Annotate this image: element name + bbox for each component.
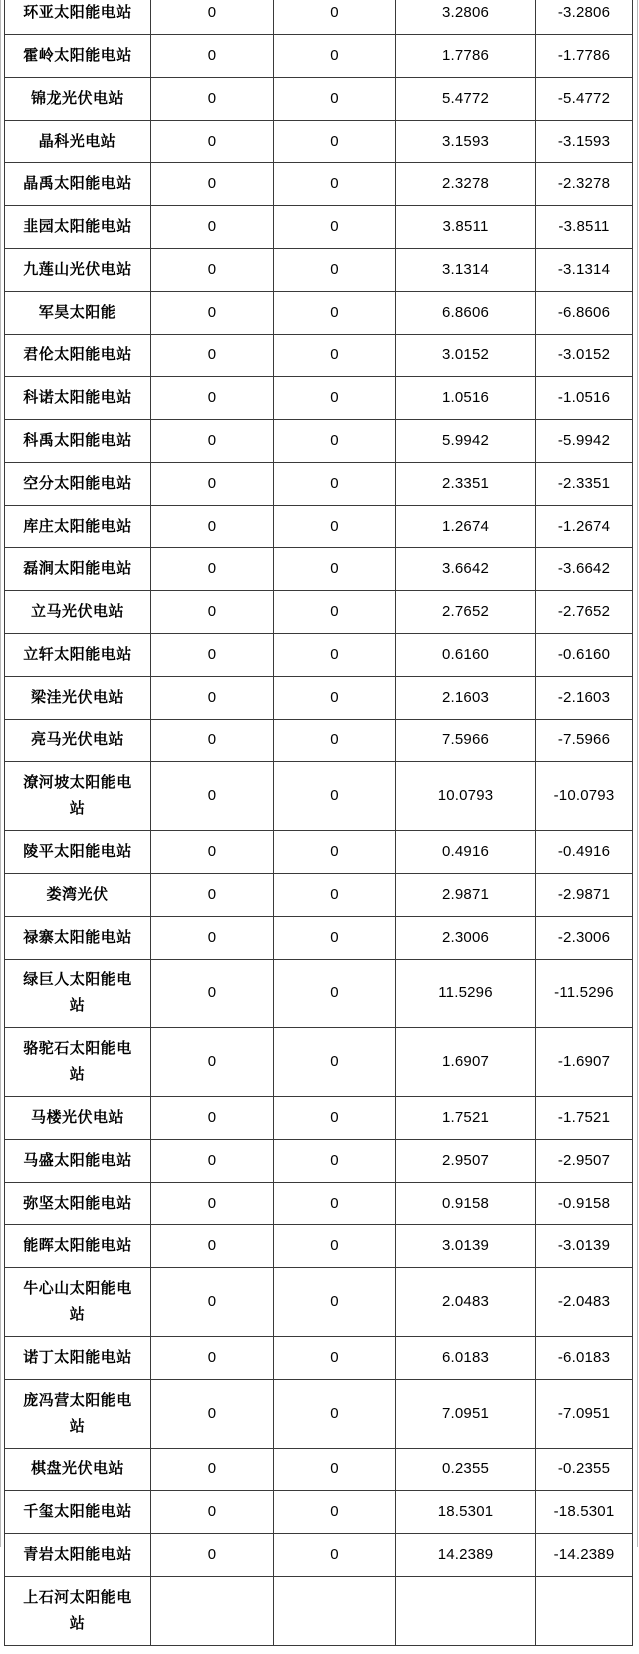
table-row	[5, 1336, 633, 1379]
value-cell: 1.0516	[396, 377, 536, 420]
value-cell: 0	[274, 591, 396, 634]
table-row	[5, 959, 633, 1028]
table-row	[5, 249, 633, 292]
value-cell: 0	[274, 1028, 396, 1097]
table-row	[5, 1182, 633, 1225]
value-cell: 2.7652	[396, 591, 536, 634]
right-page-edge-line	[637, 0, 638, 1547]
value-cell: 0	[274, 1336, 396, 1379]
station-name-cell	[5, 831, 151, 874]
value-cell: 3.1593	[396, 120, 536, 163]
value-cell: 0	[151, 676, 274, 719]
value-cell: -18.5301	[536, 1491, 633, 1534]
station-name-cell	[5, 719, 151, 762]
table-row	[5, 505, 633, 548]
value-cell: 0	[151, 916, 274, 959]
station-name-cell	[5, 334, 151, 377]
table-row	[5, 462, 633, 505]
table-row	[5, 377, 633, 420]
table-row	[5, 420, 633, 463]
value-cell: 0.2355	[396, 1448, 536, 1491]
value-cell: 18.5301	[396, 1491, 536, 1534]
value-cell	[536, 1576, 633, 1645]
station-name-cell	[5, 206, 151, 249]
value-cell: -2.3351	[536, 462, 633, 505]
value-cell: 0	[151, 462, 274, 505]
table-row	[5, 548, 633, 591]
left-page-edge-line	[0, 0, 1, 1547]
station-name-text: 库庄太阳能电站	[23, 517, 132, 535]
value-cell: 0	[151, 334, 274, 377]
value-cell: 3.0139	[396, 1225, 536, 1268]
value-cell: -3.1314	[536, 249, 633, 292]
table-row	[5, 1268, 633, 1337]
station-name-cell	[5, 591, 151, 634]
value-cell: 0	[151, 163, 274, 206]
value-cell: 2.3006	[396, 916, 536, 959]
station-name-text: 禄寨太阳能电站	[23, 928, 132, 946]
station-name-cell	[5, 0, 151, 35]
table-row	[5, 1225, 633, 1268]
value-cell: 11.5296	[396, 959, 536, 1028]
value-cell: 0	[151, 1448, 274, 1491]
value-cell: 0	[274, 1268, 396, 1337]
value-cell: 0	[151, 1491, 274, 1534]
value-cell: 2.3351	[396, 462, 536, 505]
station-name-cell	[5, 1139, 151, 1182]
value-cell: -3.2806	[536, 0, 633, 35]
solar-station-table	[4, 0, 633, 1646]
value-cell: 14.2389	[396, 1534, 536, 1577]
station-name-text: 君伦太阳能电站	[23, 346, 132, 364]
station-name-cell	[5, 1097, 151, 1140]
station-name-text: 晶禹太阳能电站	[23, 175, 132, 193]
value-cell: 0	[151, 291, 274, 334]
value-cell: -2.7652	[536, 591, 633, 634]
value-cell: -2.0483	[536, 1268, 633, 1337]
value-cell: -5.9942	[536, 420, 633, 463]
value-cell	[151, 1576, 274, 1645]
value-cell: 0	[274, 120, 396, 163]
table-row	[5, 1097, 633, 1140]
station-name-text: 立马光伏电站	[30, 603, 124, 621]
value-cell: 2.3278	[396, 163, 536, 206]
value-cell: -1.7521	[536, 1097, 633, 1140]
value-cell: -0.4916	[536, 831, 633, 874]
station-name-text: 棋盘光伏电站	[30, 1460, 124, 1478]
value-cell: -2.9507	[536, 1139, 633, 1182]
value-cell: 3.0152	[396, 334, 536, 377]
station-name-text: 弥坚太阳能电站	[23, 1194, 132, 1212]
station-name-cell	[5, 1268, 151, 1337]
table-row	[5, 916, 633, 959]
value-cell: -3.0139	[536, 1225, 633, 1268]
value-cell: 0	[274, 1097, 396, 1140]
value-cell: 0	[151, 0, 274, 35]
value-cell: -3.8511	[536, 206, 633, 249]
value-cell: -0.2355	[536, 1448, 633, 1491]
value-cell: 5.9942	[396, 420, 536, 463]
value-cell: 0	[151, 1268, 274, 1337]
value-cell: 0	[274, 1225, 396, 1268]
value-cell: -1.6907	[536, 1028, 633, 1097]
station-name-text: 环亚太阳能电站	[23, 4, 132, 22]
station-name-cell	[5, 1534, 151, 1577]
value-cell: -6.8606	[536, 291, 633, 334]
station-name-text: 陵平太阳能电站	[23, 843, 132, 861]
station-name-cell	[5, 377, 151, 420]
value-cell: 0	[151, 831, 274, 874]
value-cell: 0	[274, 1379, 396, 1448]
value-cell: 3.2806	[396, 0, 536, 35]
value-cell: 0	[151, 249, 274, 292]
table-row	[5, 35, 633, 78]
value-cell: 0	[151, 77, 274, 120]
table-row	[5, 1028, 633, 1097]
value-cell: -2.3006	[536, 916, 633, 959]
value-cell: -5.4772	[536, 77, 633, 120]
value-cell: 0	[151, 1182, 274, 1225]
value-cell: -10.0793	[536, 762, 633, 831]
value-cell: -0.6160	[536, 634, 633, 677]
station-name-cell	[5, 873, 151, 916]
value-cell: 0	[274, 77, 396, 120]
station-name-cell	[5, 1336, 151, 1379]
value-cell: 0	[151, 206, 274, 249]
value-cell: 0	[274, 1448, 396, 1491]
value-cell: 0	[274, 249, 396, 292]
value-cell: 0	[274, 831, 396, 874]
station-name-text: 千玺太阳能电站	[23, 1503, 132, 1521]
value-cell: 0	[151, 1336, 274, 1379]
station-name-text: 庞冯营太阳能电站	[23, 1391, 132, 1435]
value-cell: -2.3278	[536, 163, 633, 206]
value-cell: 0	[151, 120, 274, 163]
value-cell: 0	[274, 462, 396, 505]
value-cell: 3.6642	[396, 548, 536, 591]
value-cell: 0	[151, 1225, 274, 1268]
table-row	[5, 120, 633, 163]
station-name-cell	[5, 1225, 151, 1268]
station-name-text: 九莲山光伏电站	[23, 260, 132, 278]
station-name-text: 韭园太阳能电站	[23, 218, 132, 236]
table-row	[5, 1448, 633, 1491]
station-name-text: 能晖太阳能电站	[23, 1237, 132, 1255]
table-row	[5, 1576, 633, 1645]
value-cell: 5.4772	[396, 77, 536, 120]
station-name-text: 锦龙光伏电站	[30, 89, 124, 107]
value-cell: 10.0793	[396, 762, 536, 831]
value-cell: 0	[151, 762, 274, 831]
value-cell: 0	[151, 634, 274, 677]
value-cell: 0	[151, 505, 274, 548]
station-name-cell	[5, 505, 151, 548]
value-cell: 6.8606	[396, 291, 536, 334]
station-name-cell	[5, 1379, 151, 1448]
table-body	[5, 0, 633, 1645]
value-cell: 0	[151, 873, 274, 916]
value-cell: 0	[274, 676, 396, 719]
value-cell: 0	[151, 1097, 274, 1140]
value-cell: 0	[274, 873, 396, 916]
table-row	[5, 1491, 633, 1534]
station-name-cell	[5, 916, 151, 959]
station-name-text: 空分太阳能电站	[23, 474, 132, 492]
value-cell: -14.2389	[536, 1534, 633, 1577]
station-name-cell	[5, 120, 151, 163]
station-name-text: 潦河坡太阳能电站	[23, 774, 132, 818]
value-cell: 0	[151, 719, 274, 762]
station-name-cell	[5, 249, 151, 292]
station-name-text: 晶科光电站	[38, 132, 117, 150]
station-name-text: 科诺太阳能电站	[23, 389, 132, 407]
table-row	[5, 77, 633, 120]
value-cell: 0	[274, 1139, 396, 1182]
table-row	[5, 1534, 633, 1577]
station-name-text: 娄湾光伏	[46, 885, 109, 903]
station-name-text: 科禹太阳能电站	[23, 432, 132, 450]
value-cell: -3.0152	[536, 334, 633, 377]
value-cell: 0	[151, 1534, 274, 1577]
table-row	[5, 634, 633, 677]
table-row	[5, 676, 633, 719]
value-cell: -7.0951	[536, 1379, 633, 1448]
value-cell: 1.7521	[396, 1097, 536, 1140]
station-name-text: 马盛太阳能电站	[23, 1151, 132, 1169]
value-cell: -1.2674	[536, 505, 633, 548]
station-name-cell	[5, 1448, 151, 1491]
value-cell: 0	[151, 959, 274, 1028]
station-name-cell	[5, 462, 151, 505]
station-name-text: 绿巨人太阳能电站	[23, 971, 132, 1015]
value-cell: 0	[274, 548, 396, 591]
value-cell: 7.0951	[396, 1379, 536, 1448]
value-cell: 1.7786	[396, 35, 536, 78]
value-cell: 0	[274, 634, 396, 677]
value-cell: 0	[274, 291, 396, 334]
value-cell: 0.6160	[396, 634, 536, 677]
value-cell: -6.0183	[536, 1336, 633, 1379]
value-cell: 0	[274, 420, 396, 463]
station-name-cell	[5, 676, 151, 719]
value-cell: 0	[274, 0, 396, 35]
value-cell: 0	[151, 377, 274, 420]
value-cell: 0	[274, 505, 396, 548]
table-row	[5, 0, 633, 35]
station-name-cell	[5, 634, 151, 677]
value-cell: 2.1603	[396, 676, 536, 719]
value-cell: -3.6642	[536, 548, 633, 591]
station-name-cell	[5, 1576, 151, 1645]
station-name-cell	[5, 291, 151, 334]
station-name-text: 上石河太阳能电站	[23, 1588, 132, 1632]
value-cell: 2.0483	[396, 1268, 536, 1337]
value-cell: 0	[151, 1139, 274, 1182]
value-cell: -7.5966	[536, 719, 633, 762]
station-name-text: 军昊太阳能	[38, 303, 117, 321]
value-cell: 0	[274, 719, 396, 762]
table-row	[5, 591, 633, 634]
table-row	[5, 206, 633, 249]
station-name-text: 霍岭太阳能电站	[23, 46, 132, 64]
station-name-text: 青岩太阳能电站	[23, 1545, 132, 1563]
value-cell: 0	[274, 163, 396, 206]
value-cell: -2.9871	[536, 873, 633, 916]
station-name-cell	[5, 959, 151, 1028]
value-cell: 0	[274, 1534, 396, 1577]
station-name-cell	[5, 1028, 151, 1097]
value-cell: 7.5966	[396, 719, 536, 762]
value-cell	[396, 1576, 536, 1645]
value-cell: 1.2674	[396, 505, 536, 548]
station-name-text: 骆驼石太阳能电站	[23, 1040, 132, 1084]
table-row	[5, 873, 633, 916]
value-cell: -0.9158	[536, 1182, 633, 1225]
station-name-text: 诺丁太阳能电站	[23, 1348, 132, 1366]
station-name-text: 磊涧太阳能电站	[23, 560, 132, 578]
station-name-cell	[5, 420, 151, 463]
value-cell: 0	[274, 377, 396, 420]
value-cell	[274, 1576, 396, 1645]
station-name-text: 马楼光伏电站	[30, 1108, 124, 1126]
value-cell: 0.4916	[396, 831, 536, 874]
table-row	[5, 163, 633, 206]
station-name-text: 梁洼光伏电站	[30, 688, 124, 706]
table-row	[5, 831, 633, 874]
station-name-text: 立轩太阳能电站	[23, 645, 132, 663]
value-cell: 0	[274, 1491, 396, 1534]
value-cell: 0	[274, 916, 396, 959]
station-name-cell	[5, 548, 151, 591]
value-cell: -11.5296	[536, 959, 633, 1028]
table-row	[5, 1379, 633, 1448]
value-cell: 0	[274, 334, 396, 377]
value-cell: -3.1593	[536, 120, 633, 163]
value-cell: -2.1603	[536, 676, 633, 719]
value-cell: 2.9507	[396, 1139, 536, 1182]
table-row	[5, 291, 633, 334]
value-cell: 2.9871	[396, 873, 536, 916]
station-name-cell	[5, 77, 151, 120]
value-cell: 0	[274, 959, 396, 1028]
value-cell: 0	[274, 35, 396, 78]
station-name-cell	[5, 35, 151, 78]
station-name-text: 亮马光伏电站	[30, 731, 124, 749]
value-cell: 0	[274, 206, 396, 249]
value-cell: 0	[151, 35, 274, 78]
value-cell: 0	[151, 420, 274, 463]
value-cell: 0	[274, 1182, 396, 1225]
table-row	[5, 334, 633, 377]
value-cell: 0	[151, 548, 274, 591]
table-row	[5, 1139, 633, 1182]
station-name-cell	[5, 762, 151, 831]
value-cell: 6.0183	[396, 1336, 536, 1379]
station-name-cell	[5, 163, 151, 206]
value-cell: -1.7786	[536, 35, 633, 78]
value-cell: 3.8511	[396, 206, 536, 249]
station-name-cell	[5, 1182, 151, 1225]
station-name-text: 牛心山太阳能电站	[23, 1280, 132, 1324]
value-cell: 0.9158	[396, 1182, 536, 1225]
value-cell: 0	[274, 762, 396, 831]
value-cell: 0	[151, 1028, 274, 1097]
table-row	[5, 719, 633, 762]
value-cell: 0	[151, 591, 274, 634]
value-cell: -1.0516	[536, 377, 633, 420]
value-cell: 3.1314	[396, 249, 536, 292]
value-cell: 1.6907	[396, 1028, 536, 1097]
value-cell: 0	[151, 1379, 274, 1448]
station-name-cell	[5, 1491, 151, 1534]
table-row	[5, 762, 633, 831]
